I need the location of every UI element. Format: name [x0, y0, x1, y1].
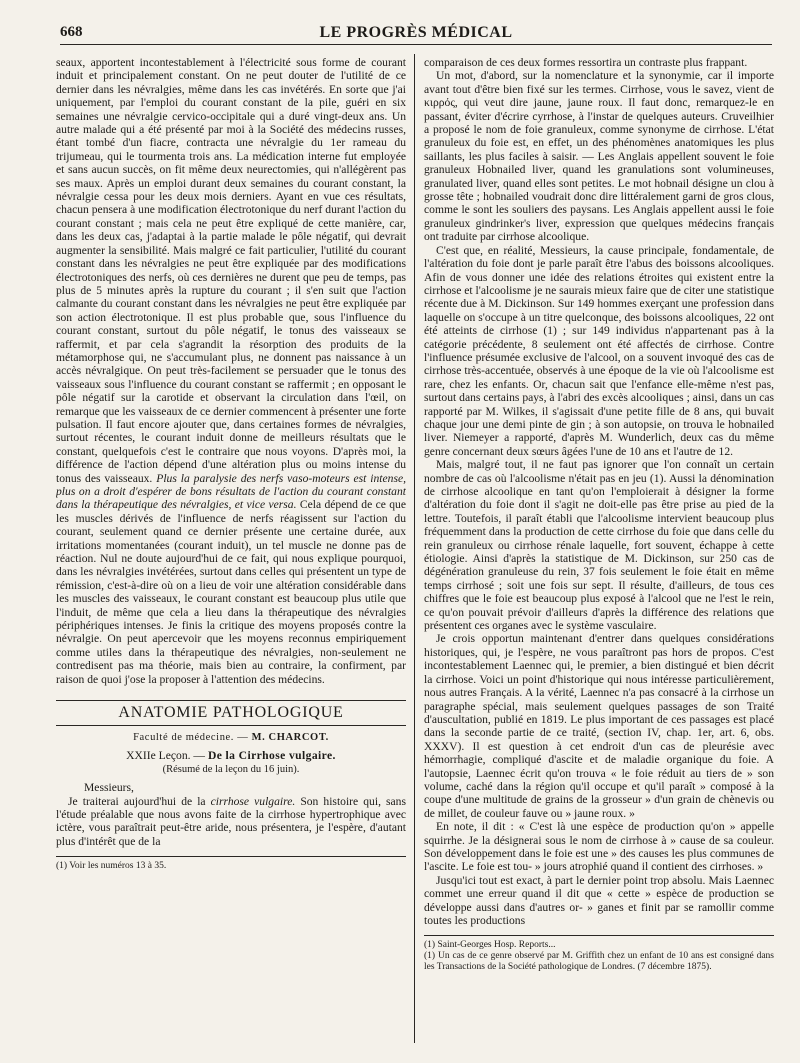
- lecon-summary-date: (Résumé de la leçon du 16 juin).: [162, 764, 300, 776]
- text: Cela dépend de ce que les muscles dérivés de l'influence de nerfs réagissent sur l'action du courant, seulement quand ce dernier présente une certaine durée, aux irritations momentanées (courant induit), un tel muscle ne donne pas de réaction. Nul ne doute aujourd'hui de ce fait, qui nous explique pourquoi, dans les névralgies invétérées, surtout dans celles qui présentent un type de rémission, c'est-à-dire où on a lieu de voir une altération considérable dans les muscles des vaisseaux, le courant constant est beaucoup plus utile que l'induit, de même que cela a lieu dans la thérapeutique des névralgies périphériques intenses. Je finis la critique des moyens proposés contre la névralgie. On peut apercevoir que les moyens reconnus empiriquement comme utiles dans la thérapeutique des névralgies, non-seulement ne contredisent pas ma théorie, mais bien au contraire, la confirment, par raison de quoi j'ose la proposer à l'attention des médecins.: [56, 498, 406, 686]
- page-number: 668: [60, 24, 83, 40]
- text: Je traiterai aujourd'hui de la: [68, 794, 206, 808]
- footnotes: [56, 856, 406, 872]
- lecon-title: De la Cirrhose vulgaire.: [207, 749, 336, 763]
- paragraph: Jusqu'ici tout est exact, à part le dernier point trop absolu. Mais Laennec commet une erreur quand il dit que « cette » espèce de production se développe aussi dans d'autres or- » ganes et finit par se ramollir comme toutes les productions: [424, 873, 774, 927]
- paragraph: Un mot, d'abord, sur la nomenclature et la synonymie, car il importe avant tout d'être bien fixé sur les termes. Cirrhose, vous le savez, vient de κιρρός, qui veut dire jaune, jaune roux. Il faut donc, remarquez-le en passant, éviter d'écrire cyrrhose, à l'instar de quelques auteurs. Cruveilhier a proposé le nom de foie granuleux, comme synonyme de cirrhose. L'état granuleux du foie est, en effet, un des phénomènes anatomiques les plus saillants, les plus faciles à saisir. — Les Anglais appellent souvent le foie granuleux Hobnailed liver, quand les granulations sont volumineuses, granulated liver, quand elles sont petites. Le mot hobnail désigne un clou à grosse tête ; hobnailed voudrait donc dire littéralement garni de gros clous, comme le sont les souliers des paysans. Les Anglais appellent aussi le foie granuleux gindrinker's liver, expression que quelques médecins français ont traduite par cirrhose alcoolique.: [424, 69, 774, 244]
- italic-text: cirrhose vulgaire.: [210, 794, 296, 808]
- paragraph: C'est que, en réalité, Messieurs, la cause principale, fondamentale, de l'altération du foie dont je parle paraît être l'abus des boissons alcooliques. Afin de vous donner une idée des relations étroites qui existent entre la cirrhose et l'alcoolisme je ne saurais mieux faire que de citer une statistique récente due à M. Dickinson. Sur 149 hommes exerçant une profession dans laquelle on s'occupe à un titre quelconque, des boissons alcooliques, 22 ont été atteints de cirrhose (1) ; sur 149 individus n'appartenant pas à la catégorie précédente, 8 seulement ont été affectés de cirrhose. Contre l'influence présumée exclusive de l'alcool, on a souvent invoqué des cas de cirrhose très-accentuée, observés à une époque de la vie où l'alcoolisme est rare, chez les enfants. Or, chacun sait que l'enfance elle-même n'est pas, surtout dans certains pays, à l'abri des excès alcooliques ; ainsi, dans un cas rapporté par M. Wilkes, il s'agissait d'une petite fille de 8 ans, qui buvait chaque jour une demi pinte de gin ; à son autopsie, on trouva le hobnailed liver. Niemeyer a rapporté, d'après M. Wunderlich, deux cas du même genre concernant deux sœurs âgées l'une de 10 ans et l'autre de 12.: [424, 243, 774, 458]
- right-column: [424, 56, 774, 1045]
- faculty-label: Faculté de médecine. —: [133, 732, 249, 744]
- paragraph: comparaison de ces deux formes ressortira un contraste plus frappant.: [424, 56, 748, 69]
- lecon-number: XXIIe Leçon. —: [126, 749, 206, 763]
- journal-title: LE PROGRÈS MÉDICAL: [319, 24, 513, 41]
- paragraph: Mais, malgré tout, il ne faut pas ignorer que l'on connaît un certain nombre de cas où l'alcoolisme n'était pas en jeu (1). Aussi la dénomination de cirrhose alcoolique en tant qu'on l'emploierait à désigner la forme d'altération du foie dont il s'agit ne doit-elle pas être prise au pied de la lettre. Toutefois, il paraît établi que l'alcoolisme intervient beaucoup plus fréquemment dans la production de cette cirrhose du foie que dans celle du rein granuleux ou cirrhose rénale laquelle, fort souvent, échappe à cette étiologie. Ainsi d'après la statistique de M. Dickinson, sur 250 cas de dégénération granuleuse du rein, 37 fois seulement le foie était en même temps cirrhosé ; soit une fois sur sept. Il résulte, d'ailleurs, de tous ces chiffres que le foie est beaucoup plus exposé à l'alcool que ne l'est le rein, ce qu'on pouvait prévoir d'ailleurs d'après la différence des relations que présentent ces organes avec le système vasculaire.: [424, 458, 774, 633]
- faculty-line: [56, 732, 406, 743]
- paragraph: [56, 56, 406, 686]
- column-divider: [414, 54, 415, 1043]
- paragraph: En note, il dit : « C'est là une espèce de production qu'on » appelle squirrhe. Je la désignerai sous le nom de cirrhose à » cause de sa couleur. Son développement dans le foie est une » des causes les plus communes de l'ascite. Le foie est tou- » jours atrophié quand il contient des cirrhoses. »: [424, 820, 774, 874]
- footnote: (1) Un cas de ce genre observé par M. Griffith chez un enfant de 10 ans est consigné dans les Transactions de la Société pathologique de Londres. (7 décembre 1875).: [424, 951, 774, 973]
- paragraph: [56, 795, 406, 849]
- text: Son histoire qui, sans l'étude préalable que nous avons faite de la cirrhose hypertrophique avec ictère, vous paraîtrait peut-être aride, nous présentera, je l'espère, d'autant plus d'intérêt que de la: [56, 794, 406, 848]
- salutation: Messieurs,: [84, 781, 134, 795]
- italic-text: Plus la paralysie des nerfs vaso-moteurs est intense, plus on a droit d'espérer de bons résultats de l'action du courant constant dans la thérapeutique des névralgies, et vice versa.: [56, 471, 406, 512]
- page-header: [60, 22, 772, 45]
- footnotes: [424, 935, 774, 973]
- footnote: (1) Voir les numéros 13 à 35.: [56, 861, 167, 872]
- footnote: (1) Saint-Georges Hosp. Reports...: [424, 940, 556, 951]
- paragraph: Je crois opportun maintenant d'entrer dans quelques considérations historiques, qui, je l'espère, ne vous paraîtront pas hors de propos. C'est incontestablement Laennec qui, le premier, a bien distingué et bien décrit la cirrhose. Voici un point d'historique qui nous intéresse particulièrement, nous autres Français. A la vérité, Laennec n'a pas consacré à la cirrhose un paragraphe spécial, mais seulement quelques passages de son Traité d'auscultation, publié en 1819. Le plus important de ces passages est placé dans la seconde partie de ce traité, (section IV, chap. 1er, art. 6, obs. XXXV). Il est question à cet endroit d'un cas de pleurésie avec hémorrhagie, compliqué d'ascite et de maladie organique du foie. A l'autopsie, Laennec écrit qu'on trouva « le foie réduit au tiers de » son volume, caché dans la région qu'il occupe et qu'il paraît » composé à la coupe d'une multitude de grains de la grosseur » d'un grain de chènevis ou de millet, de couleur fauve ou » jaune roux. »: [424, 632, 774, 820]
- left-column: [56, 56, 406, 1045]
- lecon-heading: [56, 749, 406, 762]
- text: seaux, apportent incontestablement à l'électricité sous forme de courant induit et principalement constant. On ne peut douter de l'utilité de ce dernier dans les névralgies, même dans les cas invétérés. En sorte que j'ai uniquement, par l'emploi du courant constant de la pile, guéri en six semaines une névralgie cervico-occipitale qui a duré vingt-deux ans. Un autre malade qui a été présenté par moi à la Société des médecins russes, étant tombé d'un fiacre, contracta une névralgie du 1er rameau du trijumeau, qui le tourmenta trois ans. La médication interne fut employée et sans aucun succès, on fit même deux neurectomies, qui n'allégèrent pas ses maux. Après un emploi durant deux semaines du courant constant, la névralgie cessa pour les deux mois derniers. Ayant en vue ces résultats, chacun pensera à une modification électrotonique du nerf durant l'action du courant constant ; mais cela ne peut être expliqué de cette manière, car, dans les deux cas, j'adaptai à la partie malade le pôle négatif, qui devrait augmenter la sensibilité. Mais malgré ce fait particulier, l'utilité du courant constant dans les névralgies ne peut être expliquée par des modifications électrotoniques des nerfs, où ces dernières ne durent que peu de temps, pas plus de 5 minutes après la rupture du courant ; il s'en suit que l'action calmante du courant constant dans les névralgies ne peut être expliquée par son action électrotonique. Il est plus probable que, sous l'influence du courant constant, surtout du pôle négatif, le tonus des vaisseaux se raffermit, et par cela s'agrandit la résorption des produits de la métamorphose qui, ne s'accumulant plus, ne donnent pas naissance à un accès névralgique. On peut très-facilement se persuader que le tonus des vaisseaux sous l'influence du courant constant se raffermit ; en opposant le pôle négatif sur la carotide et observant la circulation dans l'œil, on remarque que les vaisseaux de ce dernier commencent à présenter une forte pulsation. Il faut encore ajouter que, dans certaines formes de névralgies, surtout récentes, le courant induit donne de meilleurs résultats que le constant, quelquefois c'est le contraire que nous voyons. D'après moi, la différence de l'action dépend d'une altération plus ou moins intense du tonus des vaisseaux.: [56, 56, 406, 485]
- professor-name: M. CHARCOT.: [251, 732, 329, 744]
- section-title: ANATOMIE PATHOLOGIQUE: [56, 700, 406, 726]
